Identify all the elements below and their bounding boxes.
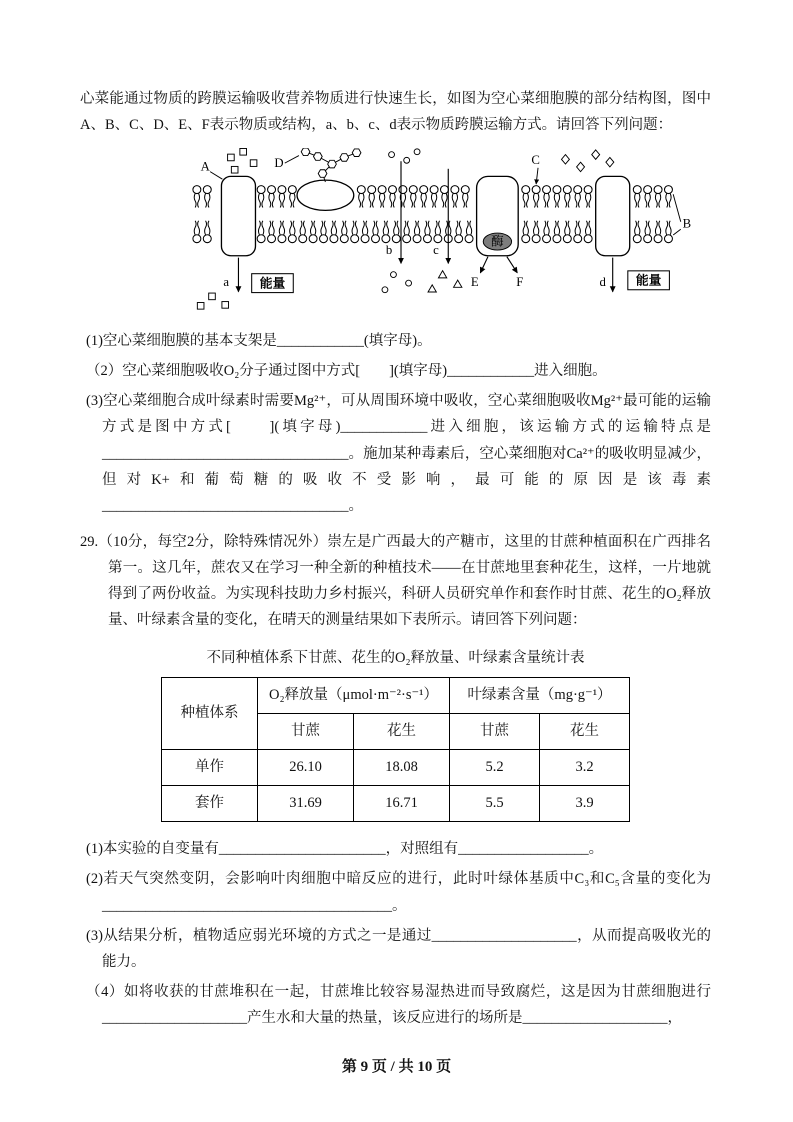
circle-molecules-outside — [389, 149, 420, 163]
arrow-e — [480, 257, 488, 273]
label-b: b — [385, 243, 393, 258]
cell-value: 18.08 — [354, 750, 450, 786]
stats-table-title: 不同种植体系下甘蔗、花生的O₂释放量、叶绿素含量统计表 — [206, 650, 585, 667]
label-E: E — [470, 275, 479, 290]
energy-label-right: 能量 — [635, 273, 662, 288]
glycoprotein-sugar-chain — [301, 148, 361, 182]
enzyme-shape — [483, 233, 511, 250]
arrow-f — [507, 257, 517, 273]
page-footer: 第 9 页 / 共 10 页 — [341, 1059, 452, 1075]
cell-value: 5.5 — [450, 786, 540, 822]
square-molecules-outside — [228, 149, 257, 174]
q29-item-1: (1)本实验的自变量有_______________________，对照组有__________________。 — [86, 841, 604, 858]
enzyme-label: 酶 — [491, 234, 504, 249]
q29-subquestions — [80, 836, 711, 1031]
membrane-diagram-wrap — [168, 148, 711, 320]
label-F: F — [516, 275, 524, 290]
label-D: D — [274, 156, 284, 171]
subheader-peanut-1: 花生 — [354, 714, 450, 750]
cell-membrane-diagram — [168, 148, 703, 320]
q28-item-3: (3)空心菜细胞合成叶绿素时需要Mg²⁺，可从周围环境中吸收，空心菜细胞吸收Mg²⁺最可能的运输方式是图中方式[ ](填字母)____________进入细胞，该运输方式的运输特点是__________________________________。施加某种毒素后，空心菜细胞对Ca²⁺的吸收明显减少，但对K+和葡萄糖的吸收不受影响，最可能的原因是该毒素__________________________________。 — [86, 393, 711, 514]
q29-item-4: （4）如将收获的甘蔗堆积在一起，甘蔗堆比较容易湿热进而导致腐烂，这是因为甘蔗细胞进行____________________产生水和大量的热量，该反应进行的场所是____________________， — [86, 983, 711, 1026]
cell-value: 26.10 — [258, 750, 354, 786]
pointer-B-bottom — [673, 229, 681, 235]
q28-intro: 心菜能通过物质的跨膜运输吸收营养物质进行快速生长，如图为空心菜细胞膜的部分结构图，图中A、B、C、D、E、F表示物质或结构，a、b、c、d表示物质跨膜运输方式。请回答下列问题： — [80, 91, 711, 134]
label-d: d — [599, 275, 606, 290]
transport-protein-a — [221, 177, 255, 256]
q29-item-2: (2)若天气突然变阴，会影响叶肉细胞中暗反应的进行，此时叶绿体基质中C₃和C₅含量的变化为________________________________________。 — [86, 871, 711, 914]
stats-table — [161, 677, 630, 822]
label-B: B — [682, 216, 692, 231]
subheader-peanut-2: 花生 — [540, 714, 630, 750]
row-label: 套作 — [162, 786, 258, 822]
pointer-B-top — [673, 194, 681, 221]
pointer-C — [536, 168, 538, 184]
row-label: 单作 — [162, 750, 258, 786]
energy-box-right — [628, 271, 670, 290]
header-o2-release: O₂释放量（μmol·m⁻²·s⁻¹） — [258, 678, 450, 714]
pointer-D — [285, 156, 299, 164]
energy-label-left: 能量 — [259, 276, 286, 291]
q29-item-3: (3)从结果分析，植物适应弱光环境的方式之一是通过____________________，从而提高吸收光的能力。 — [86, 927, 711, 970]
cell-value: 5.2 — [450, 750, 540, 786]
cell-value: 3.9 — [540, 786, 630, 822]
label-C: C — [531, 153, 540, 168]
cell-value: 3.2 — [540, 750, 630, 786]
q28-item-2: （2）空心菜细胞吸收O₂分子通过图中方式[ ](填字母)____________进入细胞。 — [86, 363, 607, 380]
diamond-molecules-outside — [561, 150, 613, 172]
q28-item-1: (1)空心菜细胞膜的基本支架是____________(填字母)。 — [86, 333, 432, 350]
glycoprotein-body — [297, 180, 354, 210]
header-chlorophyll: 叶绿素含量（mg·g⁻¹） — [450, 678, 630, 714]
label-c: c — [433, 243, 439, 258]
label-A: A — [200, 159, 210, 174]
q29-intro: 29.（10分，每空2分，除特殊情况外）崇左是广西最大的产糖市，这里的甘蔗种植面积在广西排名第一。这几年，蔗农又在学习一种全新的种植技术——在甘蔗地里套种花生，这样，一片地就得到了两份收益。为实现科技助力乡村振兴，科研人员研究单作和套作时甘蔗、花生的O₂释放量、叶绿素含量的变化，在晴天的测量结果如下表所示。请回答下列问题： — [80, 533, 711, 629]
cell-value: 16.71 — [354, 786, 450, 822]
transport-protein-d — [596, 177, 630, 256]
triangle-molecules-inside — [428, 271, 462, 292]
table-row-intercropping — [162, 786, 630, 822]
circle-molecules-inside — [382, 272, 411, 293]
pointer-A — [210, 172, 222, 180]
table-header-row-groups — [162, 678, 630, 714]
subheader-sugarcane-1: 甘蔗 — [258, 714, 354, 750]
table-row-monoculture — [162, 750, 630, 786]
q28-subquestions — [80, 328, 711, 519]
subheader-sugarcane-2: 甘蔗 — [450, 714, 540, 750]
label-a: a — [223, 275, 230, 290]
header-planting-system: 种植体系 — [162, 678, 258, 750]
square-molecules-inside — [197, 293, 228, 309]
energy-box-left — [252, 274, 294, 293]
cell-value: 31.69 — [258, 786, 354, 822]
